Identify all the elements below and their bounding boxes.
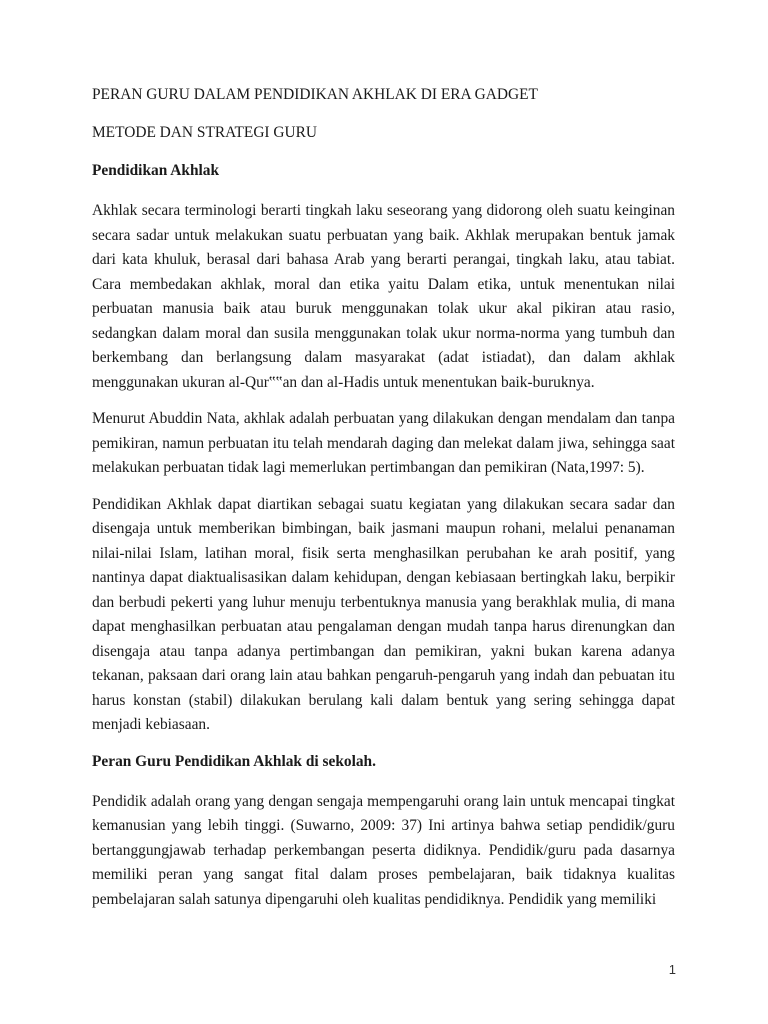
section-heading-peran-guru: Peran Guru Pendidikan Akhlak di sekolah. bbox=[92, 752, 376, 770]
document-subtitle: METODE DAN STRATEGI GURU bbox=[92, 124, 318, 141]
paragraph-definition-akhlak: Akhlak secara terminologi berarti tingkah laku seseorang yang didorong oleh suatu keinginan secara sadar untuk melakukan suatu perbuatan yang baik. Akhlak merupakan bentuk jamak dari kata khuluk, berasal dari bahasa Arab yang berarti perangai, tingkah laku, atau tabiat. Cara membedakan akhlak, moral dan etika yaitu Dalam etika, untuk menentukan nilai perbuatan manusia baik atau buruk menggunakan tolak ukur akal pikiran atau rasio, sedangkan dalam moral dan susila menggunakan tolak ukur norma-norma yang tumbuh dan berkembang dan berlangsung dalam masyarakat (adat istiadat), dan dalam akhlak menggunakan ukuran al-Qur‟‟an dan al-Hadis untuk menentukan baik-buruknya. bbox=[92, 202, 675, 391]
paragraph-abuddin-nata: Menurut Abuddin Nata, akhlak adalah perbuatan yang dilakukan dengan mendalam dan tanpa pemikiran, namun perbuatan itu telah mendarah daging dan melekat dalam jiwa, sehingga saat melakukan perbuatan tidak lagi memerlukan pertimbangan dan pemikiran (Nata,1997: 5). bbox=[92, 410, 675, 476]
paragraph-pendidikan-akhlak: Pendidikan Akhlak dapat diartikan sebagai suatu kegiatan yang dilakukan secara sadar dan disengaja untuk memberikan bimbingan, baik jasmani maupun rohani, melalui penanaman nilai-nilai Islam, latihan moral, fisik serta menghasilkan perubahan ke arah positif, yang nantinya dapat diaktualisasikan dalam kehidupan, dengan kebiasaan bertingkah laku, berpikir dan berbudi pekerti yang luhur menuju terbentuknya manusia yang berakhlak mulia, di mana dapat menghasilkan perbuatan atau pengalaman dengan mudah tanpa harus direnungkan dan disengaja atau tanpa adanya pertimbangan dan pemikiran, yakni bukan karena adanya tekanan, paksaan dari orang lain atau bahkan pengaruh-pengaruh yang indah dan pebuatan itu harus konstan (stabil) dilakukan berulang kali dalam bentuk yang sering sehingga dapat menjadi kebiasaan. bbox=[92, 495, 675, 733]
document-page bbox=[92, 85, 675, 924]
page-number: 1 bbox=[668, 962, 676, 977]
paragraph-pendidik: Pendidik adalah orang yang dengan sengaja mempengaruhi orang lain untuk mencapai tingkat kemanusian yang lebih tinggi. (Suwarno, 2009: 37) Ini artinya bahwa setiap pendidik/guru bertanggungjawab terhadap perkembangan peserta didiknya. Pendidik/guru pada dasarnya memiliki peran yang sangat fital dalam proses pembelajaran, baik tidaknya kualitas pembelajaran salah satunya dipengaruhi oleh kualitas pendidiknya. Pendidik yang memiliki bbox=[92, 792, 675, 908]
document-title: PERAN GURU DALAM PENDIDIKAN AKHLAK DI ERA GADGET bbox=[92, 86, 538, 103]
section-heading-pendidikan-akhlak: Pendidikan Akhlak bbox=[92, 162, 220, 179]
